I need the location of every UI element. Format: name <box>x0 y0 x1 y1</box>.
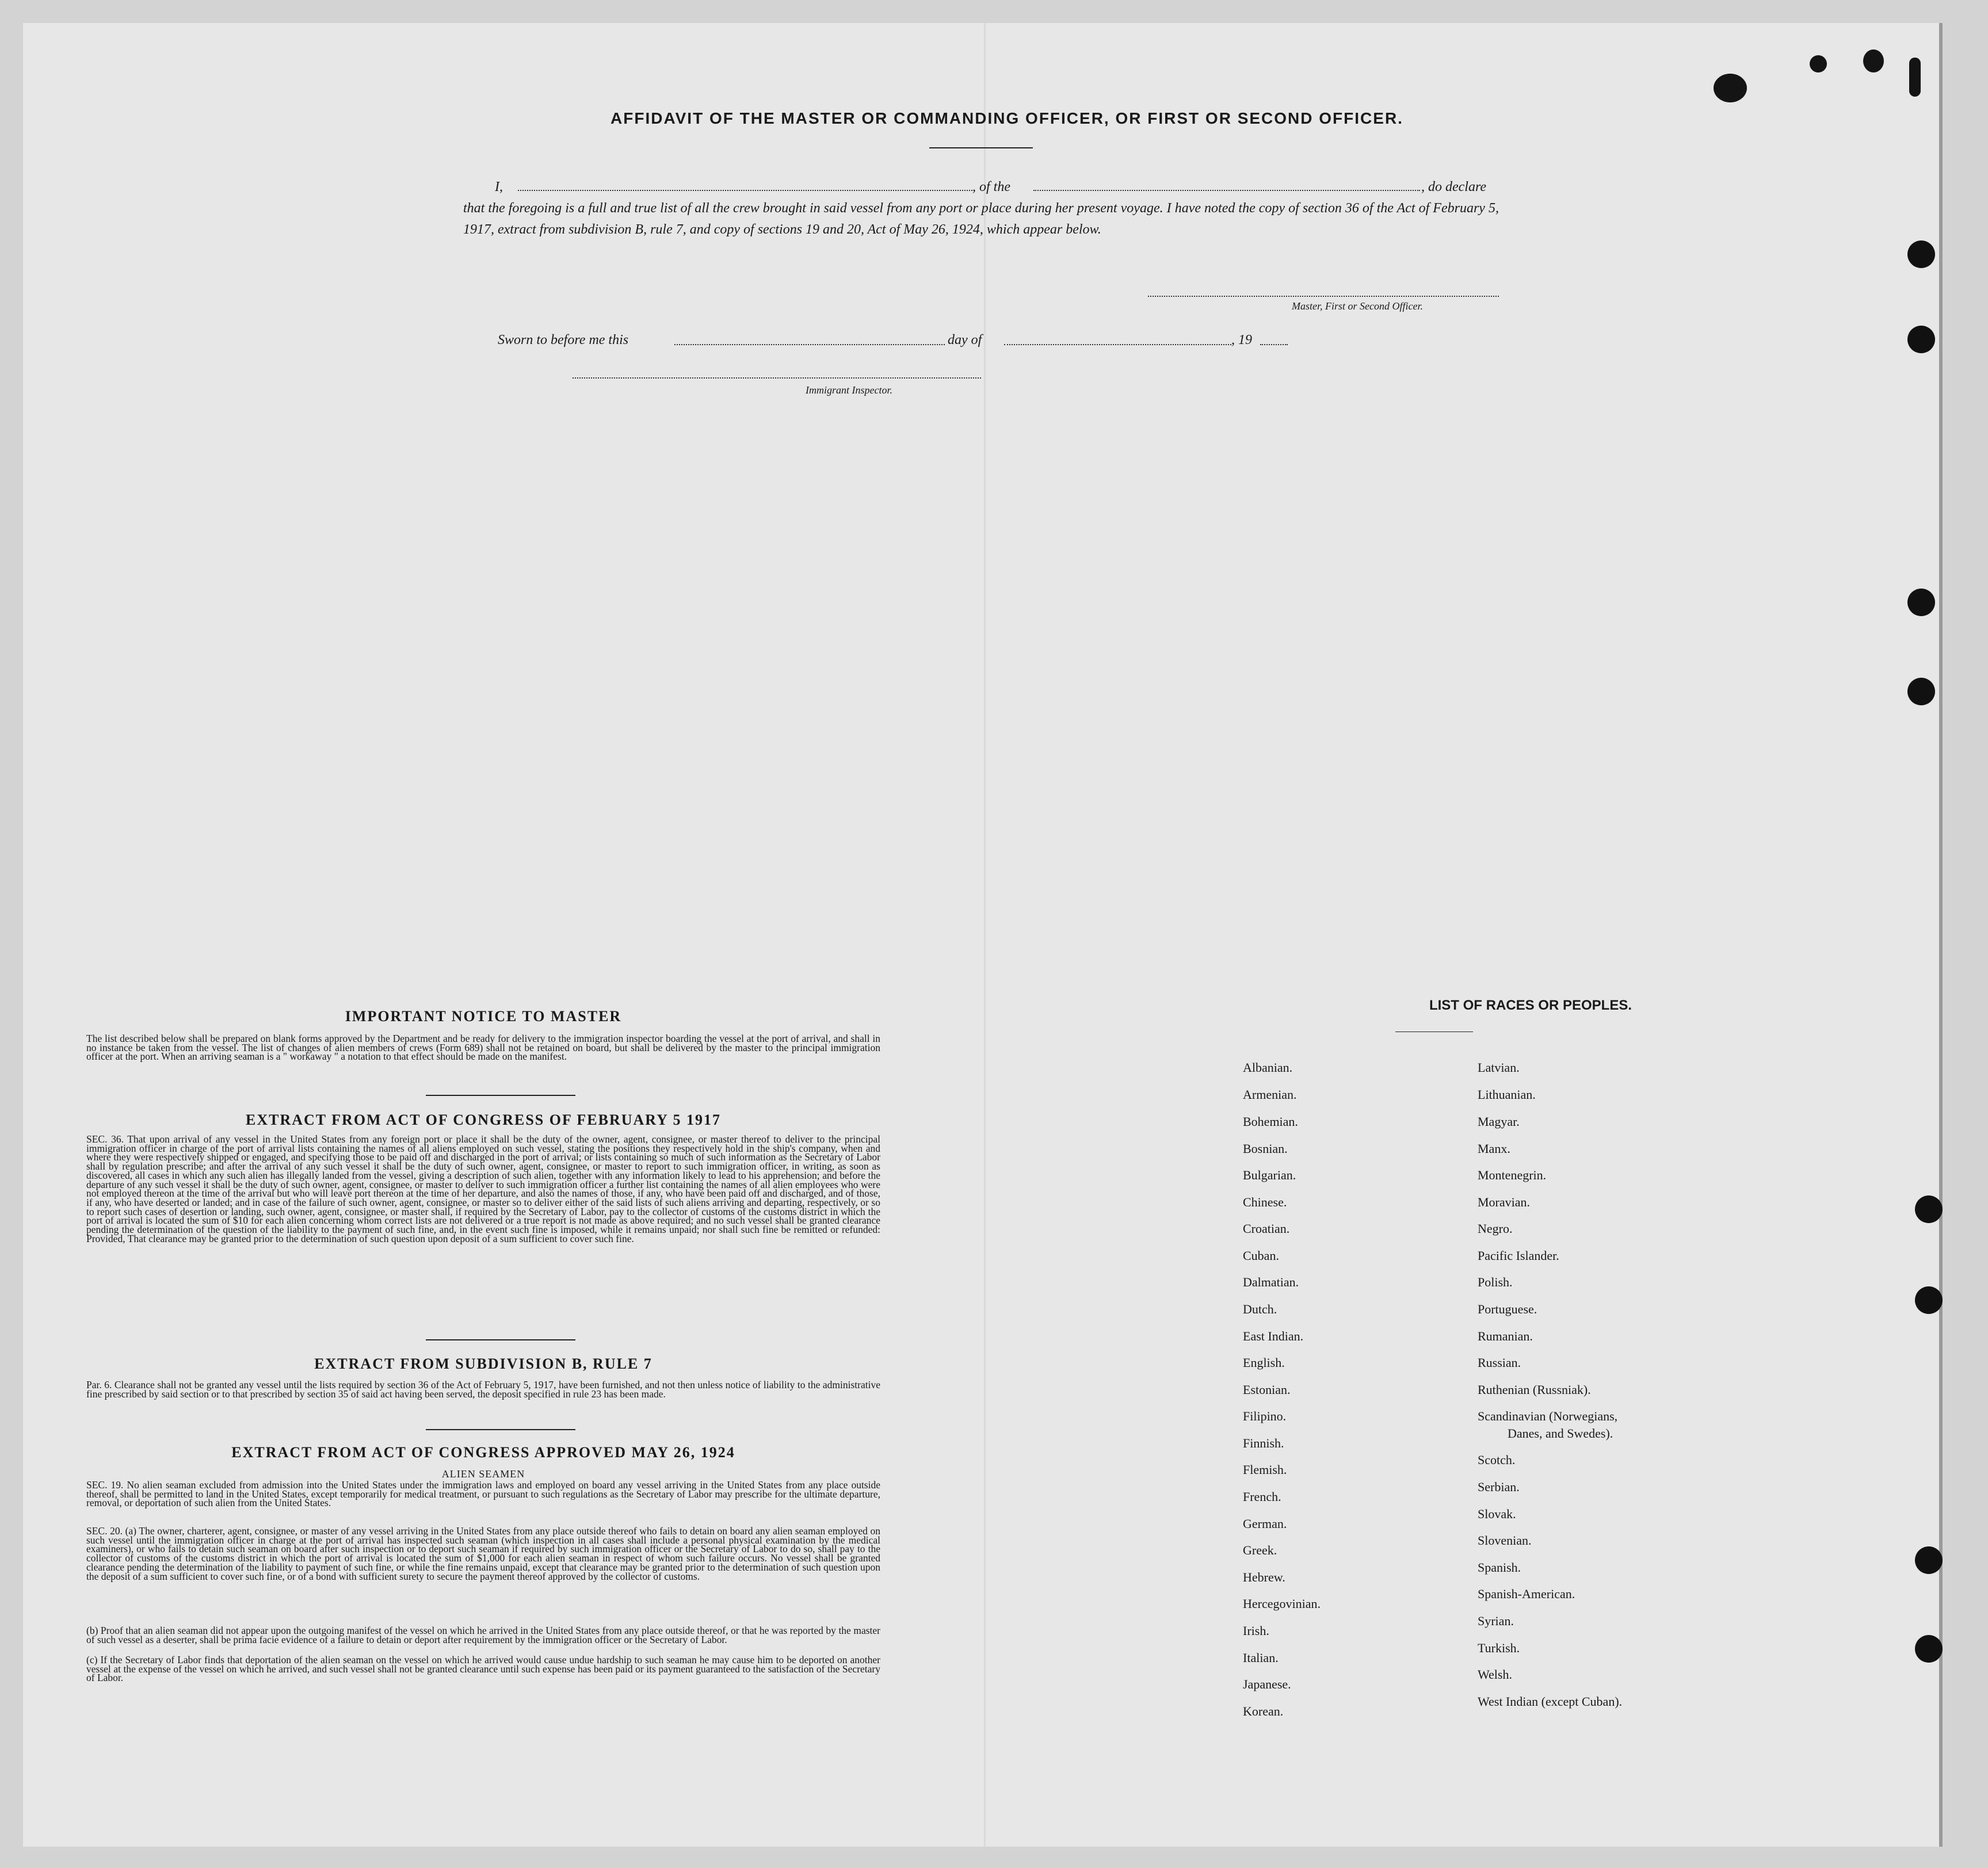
race-item: Pacific Islander. <box>1478 1248 1559 1263</box>
declaration-do-declare: , do declare <box>1421 179 1487 194</box>
race-item: Bohemian. <box>1243 1114 1298 1129</box>
race-item: Scandinavian (Norwegians, <box>1478 1409 1618 1423</box>
sworn-day-of: day of <box>948 333 982 347</box>
race-item: Moravian. <box>1478 1195 1531 1209</box>
race-item: Polish. <box>1478 1275 1513 1289</box>
sworn-year-line[interactable] <box>1260 344 1288 345</box>
race-item: Dutch. <box>1243 1302 1277 1316</box>
extract-1924-sec20b: (b) Proof that an alien seaman did not appear upon the outgoing manifest of the vessel on which he arrived in the United States from any place outside thereof, or that he was reported by the master of such vessel as a deserter, shall be prima facie evidence of a failure to detain or deport after requirement by the immigration officer or the Secretary of Labor. <box>86 1625 880 1645</box>
race-item: East Indian. <box>1243 1329 1304 1343</box>
sworn-month-line[interactable] <box>1004 344 1231 345</box>
punch-hole <box>1915 1635 1943 1663</box>
page-fold <box>984 23 986 1847</box>
sworn-prefix: Sworn to before me this <box>498 333 629 347</box>
race-item: Croatian. <box>1243 1221 1290 1236</box>
race-item: West Indian (except Cuban). <box>1478 1694 1623 1709</box>
race-item: Slovenian. <box>1478 1533 1532 1548</box>
signature-line[interactable] <box>1148 296 1499 297</box>
ink-stain <box>1714 74 1747 102</box>
extract-1917-title: EXTRACT FROM ACT OF CONGRESS OF FEBRUARY 5 1917 <box>246 1111 721 1128</box>
notice-body: The list described below shall be prepared on blank forms approved by the Department and be ready for delivery to the immigration inspector boarding the vessel at the port of arrival, and shall in no instance be taken from the vessel. The list of changes of alien members of crews (Form 689) shall not be retained on board, but shall be delivered by the master to the principal immigration officer at the port. When an arriving seaman is a " workaway " a notation to that effect should be made on the manifest. <box>86 1033 880 1063</box>
declaration-i: I, <box>495 179 503 194</box>
declaration-body: that the foregoing is a full and true list of all the crew brought in said vessel from any port or place during her present voyage. I have noted the copy of section 36 of the Act of February 5, 1917, extract from subdivision B, rule 7, and copy of sections 19 and 20, Act of May 26, 1924, which appear below. <box>463 201 1499 237</box>
race-item: Bulgarian. <box>1243 1168 1296 1182</box>
race-item: Armenian. <box>1243 1087 1297 1102</box>
race-item: Albanian. <box>1243 1060 1293 1075</box>
race-item: Scotch. <box>1478 1453 1516 1467</box>
name-field-line[interactable] <box>518 190 972 191</box>
race-item: German. <box>1243 1516 1287 1531</box>
inspector-label: Immigrant Inspector. <box>806 384 892 396</box>
race-item: Finnish. <box>1243 1436 1284 1450</box>
race-item: Serbian. <box>1478 1480 1520 1494</box>
race-item: Irish. <box>1243 1623 1269 1638</box>
alien-seamen-subtitle: ALIEN SEAMEN <box>441 1468 525 1480</box>
divider <box>426 1095 575 1096</box>
race-item: Dalmatian. <box>1243 1275 1299 1289</box>
race-item: Portuguese. <box>1478 1302 1537 1316</box>
extract-1924-title: EXTRACT FROM ACT OF CONGRESS APPROVED MAY 26, 1924 <box>231 1444 735 1461</box>
race-item: French. <box>1243 1489 1281 1504</box>
affidavit-title: AFFIDAVIT OF THE MASTER OR COMMANDING OFFICER, OR FIRST OR SECOND OFFICER. <box>610 109 1403 127</box>
notice-title: IMPORTANT NOTICE TO MASTER <box>345 1008 622 1025</box>
race-item: English. <box>1243 1355 1285 1370</box>
race-item: Italian. <box>1243 1651 1279 1665</box>
punch-hole <box>1907 678 1935 705</box>
race-item: Turkish. <box>1478 1641 1520 1655</box>
rule-7-body: Par. 6. Clearance shall not be granted any vessel until the lists required by section 36 of the Act of February 5, 1917, have been furnished, and not then unless notice of liability to the administrative fine prescribed by said section or to that prescribed by section 35 of said act having been served, the deposit specified in rule 23 has been made. <box>86 1379 880 1400</box>
races-title: LIST OF RACES OR PEOPLES. <box>1429 998 1632 1013</box>
punch-hole <box>1915 1546 1943 1574</box>
race-item: Spanish-American. <box>1478 1587 1575 1601</box>
divider <box>929 147 1033 148</box>
divider <box>426 1429 575 1430</box>
punch-hole <box>1907 589 1935 616</box>
rule-7-title: EXTRACT FROM SUBDIVISION B, RULE 7 <box>314 1355 653 1372</box>
race-item: Flemish. <box>1243 1462 1287 1477</box>
extract-1924-sec20c: (c) If the Secretary of Labor finds that deportation of the alien seaman on the vessel on which he arrived would cause undue hardship to such seaman he may cause him to be deported on another vessel at the expense of the vessel on which he arrived, and such vessel shall not be granted clearance until such expense has been paid or its payment guaranteed to the satisfaction of the Secretary of Labor. <box>86 1654 880 1684</box>
race-item: Estonian. <box>1243 1382 1291 1397</box>
sworn-year: , 19 <box>1231 333 1252 347</box>
punch-hole <box>1915 1195 1943 1223</box>
race-item: Chinese. <box>1243 1195 1287 1209</box>
race-item: Japanese. <box>1243 1677 1291 1691</box>
race-item: Slovak. <box>1478 1507 1516 1521</box>
punch-hole <box>1907 326 1935 353</box>
race-item: Ruthenian (Russniak). <box>1478 1382 1591 1397</box>
race-item: Danes, and Swedes). <box>1508 1426 1613 1441</box>
extract-1917-body: SEC. 36. That upon arrival of any vessel in the United States from any foreign port or place it shall be the duty of the owner, agent, consignee, or master thereof to deliver to the principal immigration officer in charge of the port of arrival lists containing the names of all aliens employed on such vessel, stating the positions they respectively hold in the ship's company, when and where they were respectively shipped or engaged, and specifying those to be paid off and discharged in the port of arrival; or lists containing so much of such information as the Secretary of Labor shall by regulation prescribe; and after the arrival of any such vessel it shall be the duty of such owner, agent, consignee, or master to report to such immigration officer, in writing, as soon as discovered, all cases in which any such alien has illegally landed from the vessel, giving a description of such alien, together with any information likely to lead to his apprehension; and before the departure of any such vessel it shall be the duty of such owner, agent, consignee, or master to deliver to such immigration officer a further list containing the names of all alien employees who were not employed thereon at the time of the arrival but who will leave port thereon at the time of her departure, and also the names of those, if any, who have been paid off and discharged, and of those, if any, who have deserted or landed; and in case of the failure of such owner, agent, consignee, or master so to deliver either of the said lists of such aliens arriving and departing, respectively, or so to report such cases of desertion or landing, such owner, agent, consignee, or master shall, if required by the Secretary of Labor, pay to the collector of customs of the customs district in which the port of arrival is located the sum of $10 for each alien concerning whom correct lists are not delivered or a true report is not made as above required; and no such vessel shall be granted clearance pending the determination of the question of the liability to the payment of such fine, and, in the event such fine is imposed, while it remains unpaid; nor shall such fine be remitted or refunded: Provided, That clearance may be granted prior to the determination of such question upon deposit of a sum sufficient to cover such fine. <box>86 1133 880 1244</box>
extract-1924-sec20a: SEC. 20. (a) The owner, charterer, agent, consignee, or master of any vessel arriving in the United States from any place outside thereof who fails to detain on board any alien seaman employed on such vessel until the immigration officer in charge at the port of arrival has inspected such seaman (which inspection in all cases shall include a personal physical examination by the medical examiners), or who fails to detain such seaman on board after such inspection or to deport such seaman if required by such immigration officer or the Secretary of Labor to do so, shall pay to the collector of customs of the customs district in which the port of arrival is located the sum of $1,000 for each alien seaman in respect of whom such failure occurs. No vessel shall be granted clearance pending the determination of the liability to payment of such fine, or while the fine remains unpaid, except that clearance may be granted prior to the determination of such question upon the deposit of a sum sufficient to cover such fine, or of a bond with sufficient surety to secure the payment thereof approved by the collector of customs. <box>86 1525 880 1582</box>
race-item: Russian. <box>1478 1355 1521 1370</box>
race-item: Rumanian. <box>1478 1329 1533 1343</box>
race-item: Spanish. <box>1478 1560 1521 1575</box>
inspector-signature-line[interactable] <box>573 377 981 379</box>
declaration-of-the: , of the <box>972 179 1010 194</box>
race-item: Hebrew. <box>1243 1570 1285 1584</box>
race-item: Cuban. <box>1243 1248 1279 1263</box>
race-item: Manx. <box>1478 1141 1510 1156</box>
race-item: Montenegrin. <box>1478 1168 1547 1182</box>
race-item: Negro. <box>1478 1221 1513 1236</box>
ink-stain <box>1810 55 1827 72</box>
punch-hole <box>1915 1286 1943 1314</box>
race-item: Hercegovinian. <box>1243 1596 1321 1611</box>
ink-stain <box>1863 49 1884 72</box>
race-item: Bosnian. <box>1243 1141 1288 1156</box>
race-item: Latvian. <box>1478 1060 1520 1075</box>
vessel-field-line[interactable] <box>1033 190 1420 191</box>
race-item: Lithuanian. <box>1478 1087 1536 1102</box>
race-item: Syrian. <box>1478 1614 1514 1628</box>
race-item: Korean. <box>1243 1704 1284 1718</box>
race-item: Welsh. <box>1478 1667 1512 1682</box>
signature-label: Master, First or Second Officer. <box>1292 300 1423 312</box>
divider <box>426 1339 575 1340</box>
punch-hole <box>1907 240 1935 268</box>
race-item: Greek. <box>1243 1543 1277 1557</box>
extract-1924-sec19: SEC. 19. No alien seaman excluded from admission into the United States under the immigration laws and employed on board any vessel arriving in the United States from any place outside thereof, shall be permitted to land in the United States, except temporarily for medical treatment, or pursuant to such regulations as the Secretary of Labor may prescribe for the ultimate departure, removal, or deportation of such alien from the United States. <box>86 1479 880 1509</box>
ink-stain <box>1909 58 1921 97</box>
race-item: Filipino. <box>1243 1409 1287 1423</box>
race-item: Magyar. <box>1478 1114 1520 1129</box>
sworn-day-line[interactable] <box>674 344 945 345</box>
